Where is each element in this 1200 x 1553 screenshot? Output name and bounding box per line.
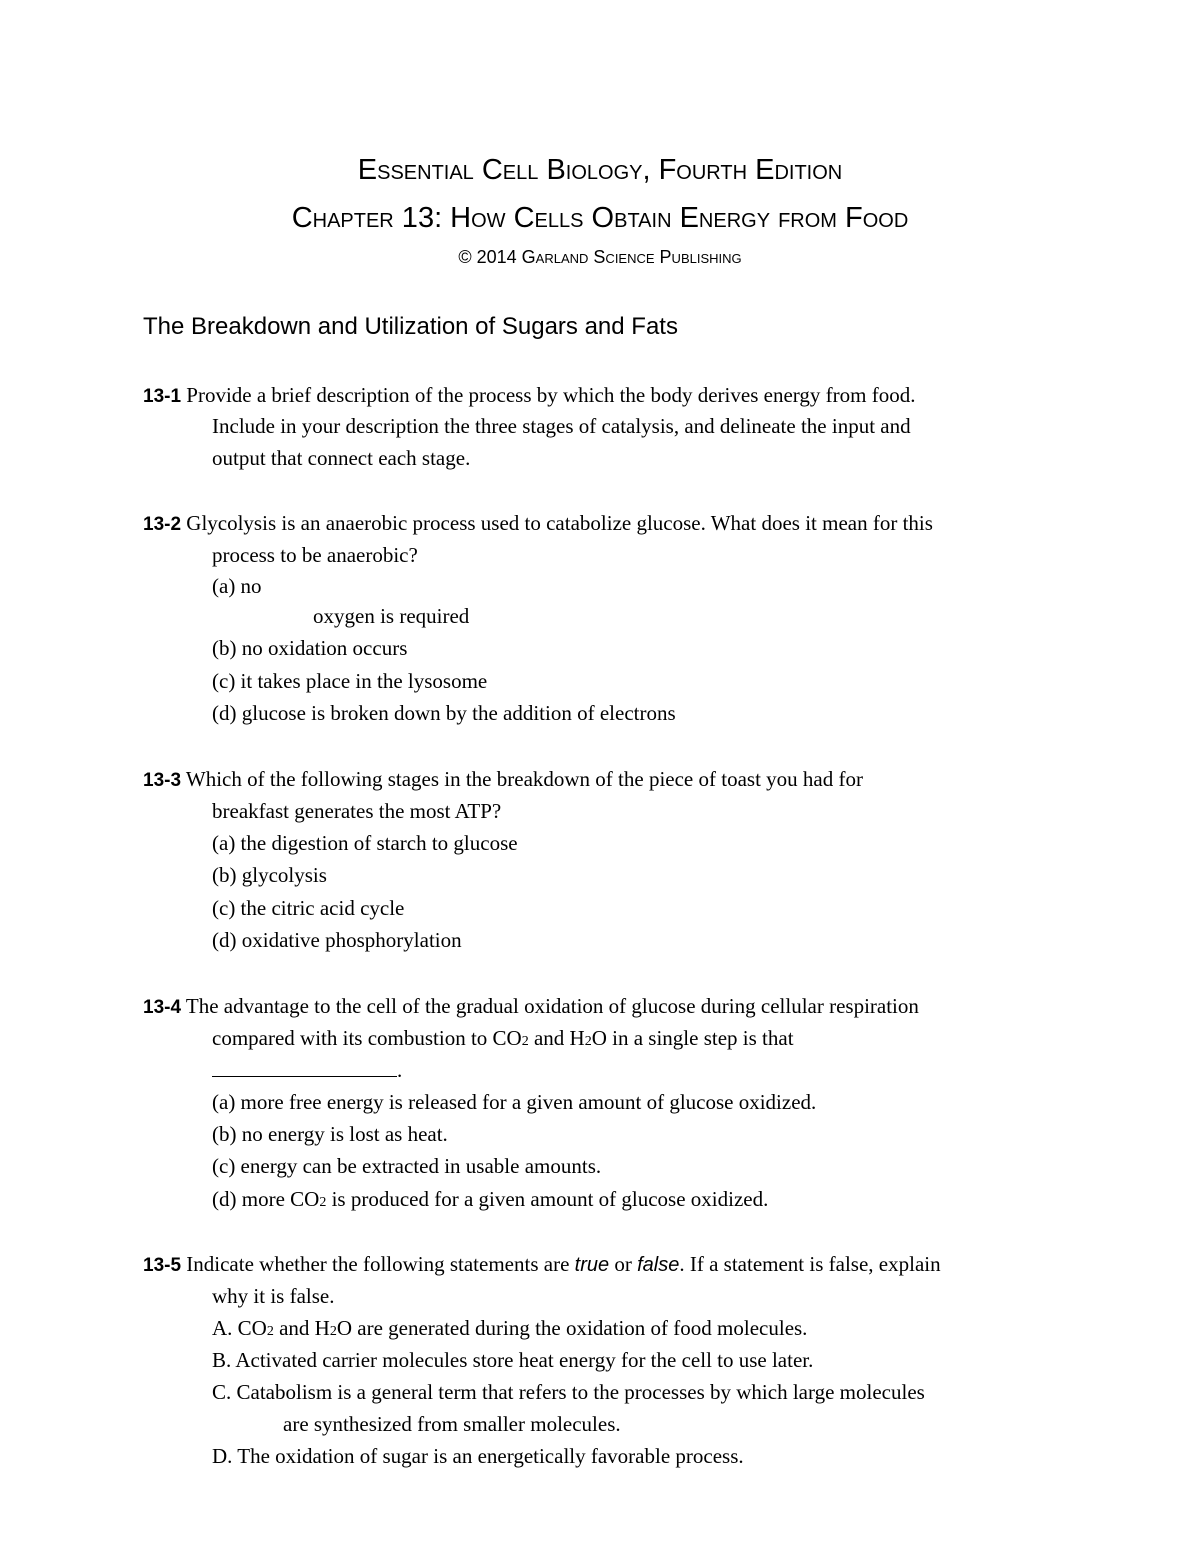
blank-period: . xyxy=(397,1058,403,1082)
option-d: (d) glucose is broken down by the addition of electrons xyxy=(212,701,676,725)
chapter-title: Chapter 13: How Cells Obtain Energy from Food xyxy=(291,202,909,234)
text-fragment: Indicate whether the following statements are xyxy=(181,1252,575,1276)
text-fragment: or xyxy=(609,1252,638,1276)
question-text-line: process to be anaerobic? xyxy=(212,543,418,567)
option-a: (a) no xyxy=(212,574,262,598)
question-text: Glycolysis is an anaerobic process used to catabolize glucose. What does it mean for this xyxy=(181,511,933,535)
question-13-3 xyxy=(143,765,863,795)
question-text: Which of the following stages in the breakdown of the piece of toast you had for xyxy=(181,767,863,791)
question-text-line: breakfast generates the most ATP? xyxy=(212,799,502,823)
option-d: (d) oxidative phosphorylation xyxy=(212,928,462,952)
option-b: (b) glycolysis xyxy=(212,863,327,887)
book-title: Essential Cell Biology, Fourth Edition xyxy=(357,154,843,186)
answer-blank-line xyxy=(212,1056,402,1084)
option-d xyxy=(212,1185,768,1217)
option-c: (c) energy can be extracted in usable amounts. xyxy=(212,1154,602,1178)
question-13-1 xyxy=(143,381,915,411)
question-text-line: why it is false. xyxy=(212,1284,335,1308)
question-number: 13-5 xyxy=(143,1255,182,1276)
question-text-line: output that connect each stage. xyxy=(212,446,471,470)
option-b: (b) no energy is lost as heat. xyxy=(212,1122,448,1146)
section-title: The Breakdown and Utilization of Sugars and Fats xyxy=(143,313,678,340)
subscript: 2 xyxy=(584,1034,592,1049)
question-text-line xyxy=(212,1024,794,1056)
text-fragment: and H xyxy=(273,1316,330,1340)
subscript: 2 xyxy=(329,1324,337,1339)
statement-c-continued: are synthesized from smaller molecules. xyxy=(283,1412,621,1436)
question-text: Provide a brief description of the process by which the body derives energy from food. xyxy=(181,383,916,407)
text-fragment: O in a single step is that xyxy=(591,1026,794,1050)
question-13-2 xyxy=(143,509,933,539)
subscript: 2 xyxy=(266,1324,274,1339)
text-fragment: (d) more CO xyxy=(212,1187,320,1211)
question-text: The advantage to the cell of the gradual oxidation of glucose during cellular respiration xyxy=(181,994,919,1018)
option-a: (a) more free energy is released for a given amount of glucose oxidized. xyxy=(212,1090,817,1114)
statement-a xyxy=(212,1314,807,1346)
option-a-continued: oxygen is required xyxy=(313,604,470,628)
text-fragment: compared with its combustion to CO xyxy=(212,1026,522,1050)
question-number: 13-4 xyxy=(143,997,182,1018)
text-fragment: A. CO xyxy=(212,1316,267,1340)
subscript: 2 xyxy=(521,1034,529,1049)
question-number: 13-2 xyxy=(143,514,182,535)
question-text-line: Include in your description the three stages of catalysis, and delineate the input and xyxy=(212,414,911,438)
subscript: 2 xyxy=(319,1195,327,1210)
question-13-5 xyxy=(143,1250,941,1280)
text-fragment: O are generated during the oxidation of food molecules. xyxy=(336,1316,808,1340)
question-number: 13-3 xyxy=(143,770,182,791)
text-fragment: . If a statement is false, explain xyxy=(679,1252,941,1276)
text-fragment: is produced for a given amount of glucose oxidized. xyxy=(326,1187,769,1211)
question-13-4 xyxy=(143,992,919,1022)
option-b: (b) no oxidation occurs xyxy=(212,636,408,660)
emphasis-true: true xyxy=(574,1254,610,1276)
copyright-line: © 2014 Garland Science Publishing xyxy=(458,247,742,267)
emphasis-false: false xyxy=(637,1254,680,1276)
option-c: (c) the citric acid cycle xyxy=(212,896,405,920)
question-number: 13-1 xyxy=(143,386,182,407)
statement-b: B. Activated carrier molecules store heat energy for the cell to use later. xyxy=(212,1348,814,1372)
option-a: (a) the digestion of starch to glucose xyxy=(212,831,518,855)
text-fragment: and H xyxy=(528,1026,585,1050)
option-c: (c) it takes place in the lysosome xyxy=(212,669,488,693)
statement-c: C. Catabolism is a general term that refers to the processes by which large molecules xyxy=(212,1380,925,1404)
answer-blank[interactable] xyxy=(212,1058,397,1077)
statement-d: D. The oxidation of sugar is an energetically favorable process. xyxy=(212,1444,744,1468)
